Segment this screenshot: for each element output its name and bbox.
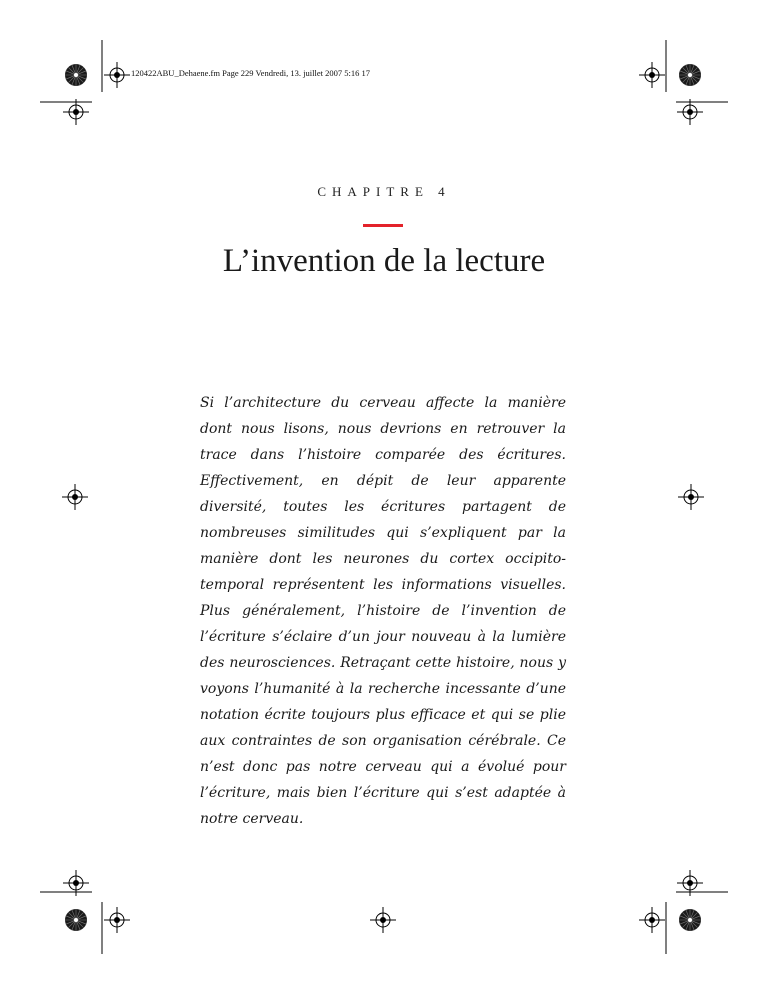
registration-mark-icon <box>104 907 130 933</box>
registration-mark-icon <box>104 62 130 88</box>
registration-mark-icon <box>65 64 87 86</box>
registration-mark-icon <box>679 909 701 931</box>
registration-mark-icon <box>677 99 703 125</box>
chapter-label: CHAPITRE 4 <box>317 184 451 199</box>
registration-mark-icon <box>639 907 665 933</box>
chapter-epigraph: Si l’architecture du cerveau affecte la manière dont nous lisons, nous devrions en retrouver la trace dans l’histoire comparée des écritures. Effectivement, en dépit de leur apparente diversité, toutes les écritures partagent de nombreuses similitudes qui s’expliquent par la manière dont les neurones du cortex occipito-temporal représentent les informations visuelles. Plus généralement, l’histoire de l’invention de l’écriture s’éclaire d’un jour nouveau à la lumière des neurosciences. Retraçant cette histoire, nous y voyons l’humanité à la recherche incessante d’une notation écrite toujours plus efficace et qui se plie aux contraintes de son organisation cérébrale. Ce n’est donc pas notre cerveau qui a évolué pour l’écriture, mais bien l’écriture qui s’est adaptée à notre cerveau. <box>200 395 566 827</box>
registration-mark-icon <box>63 99 89 125</box>
registration-mark-icon <box>639 62 665 88</box>
registration-mark-icon <box>65 909 87 931</box>
registration-mark-icon <box>678 484 704 510</box>
registration-mark-icon <box>370 907 396 933</box>
registration-mark-icon <box>62 484 88 510</box>
chapter-title: L’invention de la lecture <box>222 243 546 279</box>
registration-mark-icon <box>679 64 701 86</box>
print-slug: 120422ABU_Dehaene.fm Page 229 Vendredi, 13. juillet 2007 5:16 17 <box>131 68 370 78</box>
chapter-rule <box>363 224 403 227</box>
